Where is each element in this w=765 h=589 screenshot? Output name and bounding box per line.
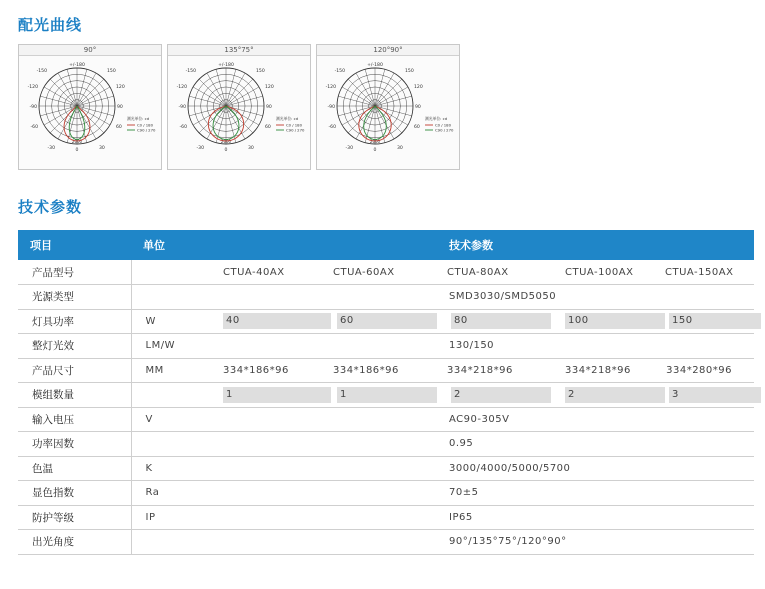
angle-label: 0	[75, 148, 79, 153]
angle-label: -90	[29, 105, 37, 110]
row-item-label: 防护等级	[18, 505, 131, 530]
angle-label: 90	[415, 105, 421, 110]
legend-title: 测光单位: cd	[127, 116, 150, 121]
grid-spoke	[193, 87, 226, 106]
angle-label: 60	[265, 125, 271, 130]
row-unit	[131, 432, 219, 457]
grid-spoke	[375, 73, 394, 106]
angle-label: -120	[27, 85, 38, 90]
angle-label: 120	[414, 85, 423, 90]
row-item-label: 显色指数	[18, 481, 131, 506]
grid-spoke	[226, 73, 245, 106]
row-item-label: 产品型号	[18, 260, 131, 285]
row-value: 60	[337, 313, 437, 329]
legend-title: 测光单位: cd	[276, 116, 299, 121]
table-row	[18, 358, 754, 383]
row-value: CTUA-150AX	[665, 266, 734, 278]
polar-diagram-card	[18, 44, 162, 170]
angle-label: 30	[397, 146, 403, 151]
row-unit: IP	[145, 511, 156, 523]
angle-label: -30	[345, 146, 353, 151]
row-value: CTUA-60AX	[333, 266, 395, 278]
legend-c0: C0 / 180	[286, 122, 303, 128]
grid-spoke	[342, 87, 375, 106]
section-title-light-distribution: 配光曲线	[18, 16, 83, 34]
angle-label: 0	[224, 148, 228, 153]
table-row	[18, 505, 754, 530]
grid-spoke	[193, 106, 226, 125]
row-unit: MM	[145, 364, 164, 376]
angle-label: 90	[266, 105, 272, 110]
table-row	[18, 285, 754, 310]
row-value: IP65	[449, 511, 473, 523]
table-header-row	[18, 230, 754, 260]
grid-spoke	[356, 73, 375, 106]
header-specs: 技术参数	[449, 239, 493, 252]
grid-spoke	[226, 106, 245, 139]
grid-spoke	[226, 79, 253, 106]
row-unit: W	[145, 315, 156, 327]
grid-spoke	[199, 79, 226, 106]
angle-label: -60	[179, 125, 187, 130]
angle-label: -150	[36, 69, 47, 74]
row-unit	[131, 260, 219, 285]
row-value: 150	[669, 313, 761, 329]
row-unit	[131, 285, 219, 310]
angle-label: -30	[196, 146, 204, 151]
polar-diagram	[317, 56, 459, 168]
angle-label: 120	[116, 85, 125, 90]
row-item-label: 整灯光效	[18, 334, 131, 359]
row-value: 3	[669, 387, 761, 403]
polar-diagram-card	[316, 44, 460, 170]
ring-label: 2000	[369, 139, 381, 144]
legend-c0: C0 / 180	[435, 122, 452, 128]
row-value: 334*186*96	[223, 364, 289, 376]
row-item-label: 模组数量	[18, 383, 131, 408]
header-item: 项目	[30, 239, 52, 252]
row-value: 100	[565, 313, 665, 329]
table-row	[18, 334, 754, 359]
row-value: 0.95	[449, 438, 474, 450]
legend-c90: C90 / 270	[435, 127, 454, 133]
angle-label: +/-180	[218, 63, 234, 68]
angle-label: 90	[117, 105, 123, 110]
row-value: 40	[223, 313, 331, 329]
row-value: AC90-305V	[449, 413, 510, 425]
angle-label: -90	[178, 105, 186, 110]
angle-label: -60	[30, 125, 38, 130]
ring-label: 2000	[71, 139, 83, 144]
grid-spoke	[207, 106, 226, 139]
row-unit: Ra	[145, 487, 160, 499]
angle-label: 60	[116, 125, 122, 130]
grid-spoke	[199, 106, 226, 133]
angle-label: -150	[334, 69, 345, 74]
angle-label: 60	[414, 125, 420, 130]
grid-spoke	[375, 87, 408, 106]
row-value: 334*218*96	[447, 364, 513, 376]
grid-spoke	[348, 79, 375, 106]
row-value: 90°/135°75°/120°90°	[449, 536, 567, 548]
row-value: SMD3030/SMD5050	[449, 291, 557, 303]
table-row	[18, 456, 754, 481]
row-unit	[131, 383, 219, 408]
grid-spoke	[375, 79, 402, 106]
diagram-caption: 90°	[19, 45, 161, 56]
diagram-caption: 135°75°	[168, 45, 310, 56]
table-row	[18, 481, 754, 506]
grid-spoke	[207, 73, 226, 106]
grid-spoke	[50, 79, 77, 106]
legend-c90: C90 / 270	[286, 127, 305, 133]
polar-diagram-card	[167, 44, 311, 170]
angle-label: -150	[185, 69, 196, 74]
row-value: 334*280*96	[666, 364, 733, 376]
grid-spoke	[58, 73, 77, 106]
table-row	[18, 260, 754, 285]
grid-spoke	[44, 87, 77, 106]
table-row	[18, 432, 754, 457]
angle-label: 0	[373, 148, 377, 153]
angle-label: -120	[176, 85, 187, 90]
legend-c90: C90 / 270	[137, 127, 156, 133]
table-row	[18, 309, 754, 334]
row-value: CTUA-40AX	[223, 266, 285, 278]
table-row	[18, 407, 754, 432]
polar-diagram	[19, 56, 161, 168]
row-value: 80	[451, 313, 551, 329]
angle-label: 30	[248, 146, 254, 151]
grid-spoke	[77, 73, 96, 106]
row-value: 130/150	[449, 340, 495, 352]
angle-label: -30	[47, 146, 55, 151]
row-unit	[131, 530, 219, 555]
row-value: 2	[565, 387, 665, 403]
spec-table	[18, 230, 754, 555]
table-row	[18, 383, 754, 408]
row-item-label: 色温	[18, 456, 131, 481]
angle-label: -60	[328, 125, 336, 130]
row-item-label: 输入电压	[18, 407, 131, 432]
table-row	[18, 530, 754, 555]
row-item-label: 功率因数	[18, 432, 131, 457]
header-unit: 单位	[143, 239, 165, 252]
row-value: CTUA-100AX	[565, 266, 634, 278]
grid-spoke	[77, 87, 110, 106]
polar-diagram	[168, 56, 310, 168]
row-item-label: 灯具功率	[18, 309, 131, 334]
row-unit: LM/W	[145, 340, 175, 352]
angle-label: +/-180	[69, 63, 85, 68]
row-value: 1	[337, 387, 437, 403]
legend-c0: C0 / 180	[137, 122, 154, 128]
grid-spoke	[77, 79, 104, 106]
grid-spoke	[226, 87, 259, 106]
row-value: 2	[451, 387, 551, 403]
legend-title: 测光单位: cd	[425, 116, 448, 121]
row-item-label: 出光角度	[18, 530, 131, 555]
section-title-specs: 技术参数	[18, 198, 83, 216]
row-value: 1	[223, 387, 331, 403]
angle-label: -120	[325, 85, 336, 90]
angle-label: 150	[405, 69, 414, 74]
row-value: 334*186*96	[333, 364, 399, 376]
angle-label: 120	[265, 85, 274, 90]
angle-label: 30	[99, 146, 105, 151]
angle-label: +/-180	[367, 63, 383, 68]
angle-label: 150	[107, 69, 116, 74]
row-value: 334*218*96	[565, 364, 631, 376]
row-unit: V	[145, 413, 153, 425]
angle-label: -90	[327, 105, 335, 110]
row-item-label: 光源类型	[18, 285, 131, 310]
row-value: 70±5	[449, 487, 479, 499]
row-item-label: 产品尺寸	[18, 358, 131, 383]
row-value: 3000/4000/5000/5700	[449, 462, 571, 474]
ring-label: 2000	[220, 139, 232, 144]
angle-label: 150	[256, 69, 265, 74]
row-value: CTUA-80AX	[447, 266, 509, 278]
grid-spoke	[226, 106, 259, 125]
diagram-caption: 120°90°	[317, 45, 459, 56]
row-unit: K	[145, 462, 153, 474]
grid-spoke	[226, 106, 253, 133]
